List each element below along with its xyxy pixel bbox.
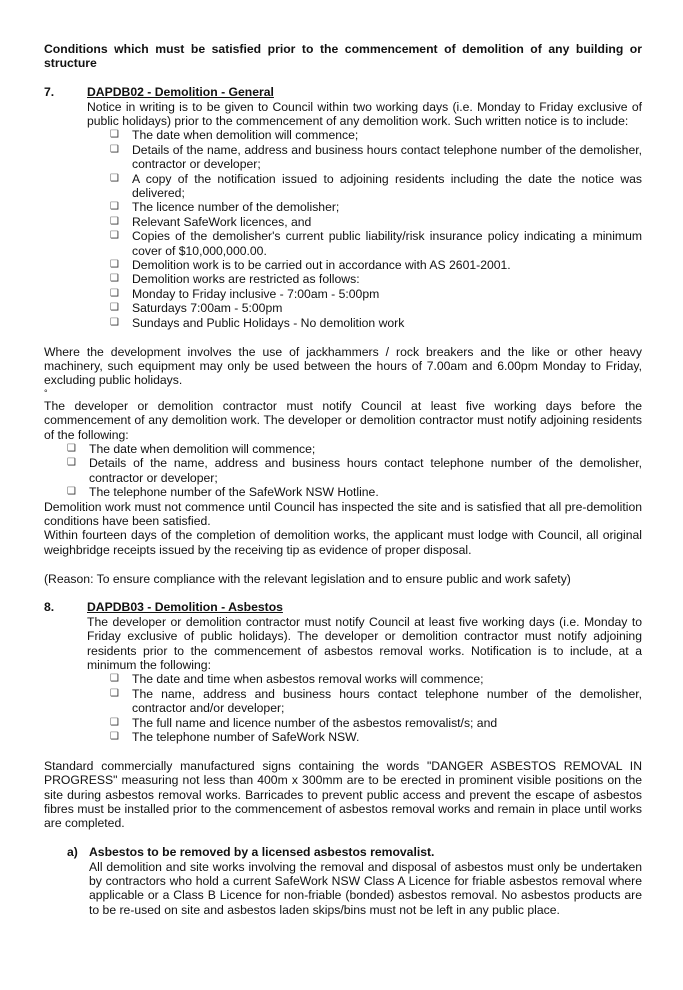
section-heading: Conditions which must be satisfied prior to the commencement of demolition of any building or structure bbox=[44, 42, 642, 71]
list-item-text: Details of the name, address and business hours contact telephone number of the demolisher, contractor or developer; bbox=[132, 142, 642, 172]
checkbox-bullet-icon: ❑ bbox=[110, 143, 119, 155]
condition-intro: The developer or demolition contractor must notify Council at least five working days (i.e. Monday to Friday exclusive of public holidays). The developer or demolition contractor must notify adjoining residents prior to the commencement of asbestos removal works. Notification is to include, at a minimum the following: bbox=[87, 614, 642, 672]
checkbox-bullet-icon: ❑ bbox=[110, 716, 119, 728]
list-item bbox=[87, 229, 642, 258]
reason-paragraph: (Reason: To ensure compliance with the relevant legislation and to ensure public and work safety) bbox=[44, 571, 571, 586]
checkbox-bullet-icon: ❑ bbox=[110, 230, 119, 242]
list-item-text: The date when demolition will commence; bbox=[132, 128, 359, 143]
checkbox-bullet-icon: ❑ bbox=[110, 687, 119, 699]
list-item-text: The date and time when asbestos removal works will commence; bbox=[132, 672, 484, 687]
asbestos-notify-list bbox=[87, 672, 642, 744]
weighbridge-paragraph: Within fourteen days of the completion of demolition works, the applicant must lodge with Council, all original weighbridge receipts issued by the receiving tip as evidence of proper disposal. bbox=[44, 528, 642, 557]
list-item bbox=[87, 716, 642, 730]
notify-paragraph: The developer or demolition contractor must notify Council at least five working days before the commencement of any demolition work. The developer or demolition contractor must notify adjoining residents of the following: bbox=[44, 398, 642, 442]
condition-title: DAPDB02 - Demolition - General bbox=[87, 85, 274, 100]
spacer bbox=[44, 586, 642, 600]
list-item bbox=[87, 215, 642, 229]
list-item-text: The date when demolition will commence; bbox=[89, 441, 316, 456]
checkbox-bullet-icon: ❑ bbox=[110, 316, 119, 328]
notice-list bbox=[87, 128, 642, 330]
checkbox-bullet-icon: ❑ bbox=[110, 201, 119, 213]
list-item-text: The licence number of the demolisher; bbox=[132, 200, 340, 215]
list-item-text: The name, address and business hours contact telephone number of the demolisher, contractor and/or developer; bbox=[132, 686, 642, 716]
checkbox-bullet-icon: ❑ bbox=[110, 259, 119, 271]
list-item-text: Details of the name, address and business hours contact telephone number of the demolisher, contractor or developer; bbox=[89, 456, 642, 485]
list-item-text: The full name and licence number of the asbestos removalist/s; and bbox=[132, 715, 498, 730]
list-item-text: Saturdays 7:00am - 5:00pm bbox=[132, 301, 283, 316]
spacer bbox=[44, 744, 642, 758]
list-item-text: Relevant SafeWork licences, and bbox=[132, 214, 312, 229]
list-item-text: Copies of the demolisher's current public liability/risk insurance policy indicating a minimum cover of $10,000,000.00. bbox=[132, 229, 642, 258]
checkbox-bullet-icon: ❑ bbox=[110, 731, 119, 743]
signs-paragraph: Standard commercially manufactured signs containing the words "DANGER ASBESTOS REMOVAL IN PROGRESS" measuring not less than 400m x 300mm are to be erected in prominent visible positions on the site during asbestos removal works. Barricades to prevent public access and prevent the escape of asbestos fibres must be installed prior to the commencement of asbestos removal works and remain in place until works are completed. bbox=[44, 758, 642, 831]
list-item-text: Monday to Friday inclusive - 7:00am - 5:00pm bbox=[132, 286, 380, 301]
condition-7 bbox=[44, 85, 642, 330]
list-item-text: Sundays and Public Holidays - No demolition work bbox=[132, 315, 405, 330]
subcondition-a bbox=[44, 845, 642, 917]
checkbox-bullet-icon: ❑ bbox=[67, 457, 76, 469]
list-item-text: The telephone number of SafeWork NSW. bbox=[132, 730, 360, 745]
degree-mark: ° bbox=[44, 387, 48, 398]
condition-title: DAPDB03 - Demolition - Asbestos bbox=[87, 600, 283, 615]
subcondition-letter: a) bbox=[67, 845, 78, 860]
spacer bbox=[44, 831, 642, 845]
condition-number: 8. bbox=[44, 600, 55, 615]
notify-list bbox=[44, 442, 642, 500]
subcondition-text: All demolition and site works involving the removal and disposal of asbestos must only be undertaken by contractors who hold a current SafeWork NSW Class A Licence for friable asbestos removal where applicable or a Class B Licence for non-friable (bonded) asbestos removal. No asbestos products are to be re-used on site and asbestos laden skips/bins must not be left in any public place. bbox=[89, 859, 642, 917]
checkbox-bullet-icon: ❑ bbox=[110, 273, 119, 285]
list-item-text: A copy of the notification issued to adjoining residents including the date the notice was delivered; bbox=[132, 171, 642, 201]
list-item bbox=[87, 672, 642, 686]
list-item bbox=[44, 456, 642, 485]
subcondition-title: Asbestos to be removed by a licensed asbestos removalist. bbox=[89, 845, 435, 860]
checkbox-bullet-icon: ❑ bbox=[110, 215, 119, 227]
spacer bbox=[44, 71, 642, 85]
inspect-paragraph: Demolition work must not commence until Council has inspected the site and is satisfied that all pre-demolition conditions have been satisfied. bbox=[44, 499, 642, 528]
checkbox-bullet-icon: ❑ bbox=[110, 673, 119, 685]
checkbox-bullet-icon: ❑ bbox=[67, 442, 76, 454]
list-item-text: Demolition work is to be carried out in accordance with AS 2601-2001. bbox=[132, 258, 511, 273]
list-item bbox=[87, 172, 642, 201]
condition-8 bbox=[44, 600, 642, 744]
machinery-paragraph: Where the development involves the use of jackhammers / rock breakers and the like or other heavy machinery, such equipment may only be used between the hours of 7.00am and 6.00pm Monday to Friday, excluding public holidays. bbox=[44, 344, 642, 388]
list-item bbox=[87, 301, 642, 315]
condition-intro: Notice in writing is to be given to Council within two working days (i.e. Monday to Friday exclusive of public holidays) prior to the commencement of any demolition work. Such written notice is to include: bbox=[87, 99, 642, 129]
list-item bbox=[87, 258, 642, 272]
checkbox-bullet-icon: ❑ bbox=[110, 287, 119, 299]
list-item-text: The telephone number of the SafeWork NSW Hotline. bbox=[89, 485, 379, 500]
list-item bbox=[87, 200, 642, 214]
list-item-text: Demolition works are restricted as follows: bbox=[132, 272, 360, 287]
list-item bbox=[87, 687, 642, 716]
list-item bbox=[87, 272, 642, 286]
document-page bbox=[44, 42, 642, 917]
condition-number: 7. bbox=[44, 85, 55, 100]
list-item bbox=[44, 442, 642, 456]
spacer bbox=[44, 557, 642, 571]
list-item bbox=[44, 485, 642, 499]
list-item bbox=[87, 316, 642, 330]
spacer bbox=[44, 330, 642, 344]
checkbox-bullet-icon: ❑ bbox=[67, 486, 76, 498]
checkbox-bullet-icon: ❑ bbox=[110, 172, 119, 184]
list-item bbox=[87, 287, 642, 301]
list-item bbox=[87, 128, 642, 142]
checkbox-bullet-icon: ❑ bbox=[110, 129, 119, 141]
list-item bbox=[87, 730, 642, 744]
list-item bbox=[87, 143, 642, 172]
checkbox-bullet-icon: ❑ bbox=[110, 302, 119, 314]
